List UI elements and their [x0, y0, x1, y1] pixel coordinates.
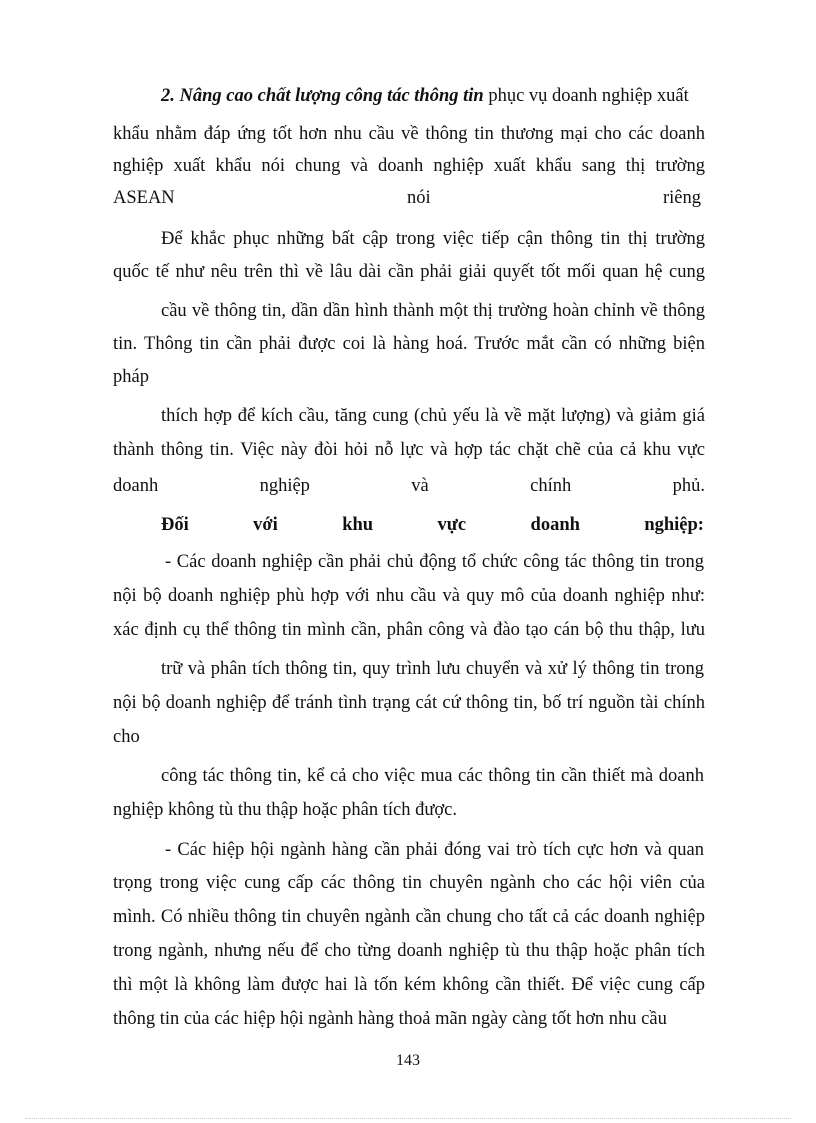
text-word: nói — [407, 188, 431, 208]
heading-word: với — [253, 515, 278, 535]
text-word: và — [411, 476, 429, 496]
text-word: riêng — [663, 188, 702, 208]
text-line: quốc tế như nêu trên thì về lâu dài cần phải giải quyết tốt mối quan hệ cung — [113, 262, 705, 282]
bottom-dotted-rule — [25, 1118, 791, 1119]
heading-word: Đối — [161, 515, 189, 535]
text-line: - Các doanh nghiệp cần phải chủ động tổ chức công tác thông tin trong — [165, 552, 704, 572]
subsection-heading — [161, 515, 704, 536]
text-line: Để khắc phục những bất cập trong việc tiếp cận thông tin thị trường — [161, 229, 705, 249]
text-line: thích hợp để kích cầu, tăng cung (chủ yếu là về mặt lượng) và giảm giá — [161, 406, 705, 426]
text-line: cho — [113, 727, 140, 747]
text-line: xác định cụ thể thông tin mình cần, phân công và đào tạo cán bộ thu thập, lưu — [113, 620, 705, 640]
heading-word: khu — [342, 515, 374, 535]
paragraph-2-first-line — [161, 86, 689, 107]
text-word: phủ. — [672, 476, 705, 496]
heading-word: doanh — [530, 515, 580, 535]
text-word: chính — [530, 476, 572, 496]
text-line: công tác thông tin, kể cả cho việc mua các thông tin cần thiết mà doanh — [161, 766, 704, 786]
section-heading: 2. Nâng cao chất lượng công tác thông tin — [161, 86, 484, 106]
text-line: thì một là không làm được hai là tốn kém không cần thiết. Để việc cung cấp — [113, 975, 705, 995]
text-line: - Các hiệp hội ngành hàng cần phải đóng vai trò tích cực hơn và quan — [165, 840, 704, 860]
text-line: thành thông tin. Việc này đòi hỏi nỗ lực và hợp tác chặt chẽ của cả khu vực — [113, 440, 705, 460]
text-word: nghiệp — [259, 476, 310, 496]
heading-word: vực — [437, 515, 467, 535]
text-word: doanh — [113, 476, 159, 496]
text-word: ASEAN — [113, 188, 175, 208]
text-line: nội bộ doanh nghiệp phù hợp với nhu cầu và quy mô của doanh nghiệp như: — [113, 586, 705, 606]
spread-line — [113, 476, 705, 497]
text-line: pháp — [113, 367, 149, 387]
text-line: nội bộ doanh nghiệp để tránh tình trạng cát cứ thông tin, bố trí nguồn tài chính — [113, 693, 705, 713]
text-line: nghiệp xuất khẩu nói chung và doanh nghiệp xuất khẩu sang thị trường — [113, 156, 705, 176]
text-line: tin. Thông tin cần phải được coi là hàng hoá. Trước mắt cần có những biện — [113, 334, 705, 354]
page-number: 143 — [396, 1052, 420, 1069]
text-line: trọng trong việc cung cấp các thông tin chuyên ngành cho các hội viên của — [113, 873, 705, 893]
heading-word: nghiệp: — [644, 515, 704, 535]
text-line: thông tin của các hiệp hội ngành hàng thoả mãn ngày càng tốt hơn nhu cầu — [113, 1009, 667, 1029]
text-line: khẩu nhằm đáp ứng tốt hơn nhu cầu về thông tin thương mại cho các doanh — [113, 124, 705, 144]
text-line: mình. Có nhiều thông tin chuyên ngành cần chung cho tất cả các doanh nghiệp — [113, 907, 705, 927]
text-line: trữ và phân tích thông tin, quy trình lưu chuyển và xử lý thông tin trong — [161, 659, 704, 679]
text-line: nghiệp không tù thu thập hoặc phân tích được. — [113, 800, 458, 820]
text-line: trong ngành, nhưng nếu để cho từng doanh nghiệp tù thu thập hoặc phân tích — [113, 941, 705, 961]
heading-continuation: phục vụ doanh nghiệp xuất — [483, 86, 689, 106]
text-line: cầu về thông tin, dần dần hình thành một thị trường hoàn chỉnh về thông — [161, 301, 705, 321]
